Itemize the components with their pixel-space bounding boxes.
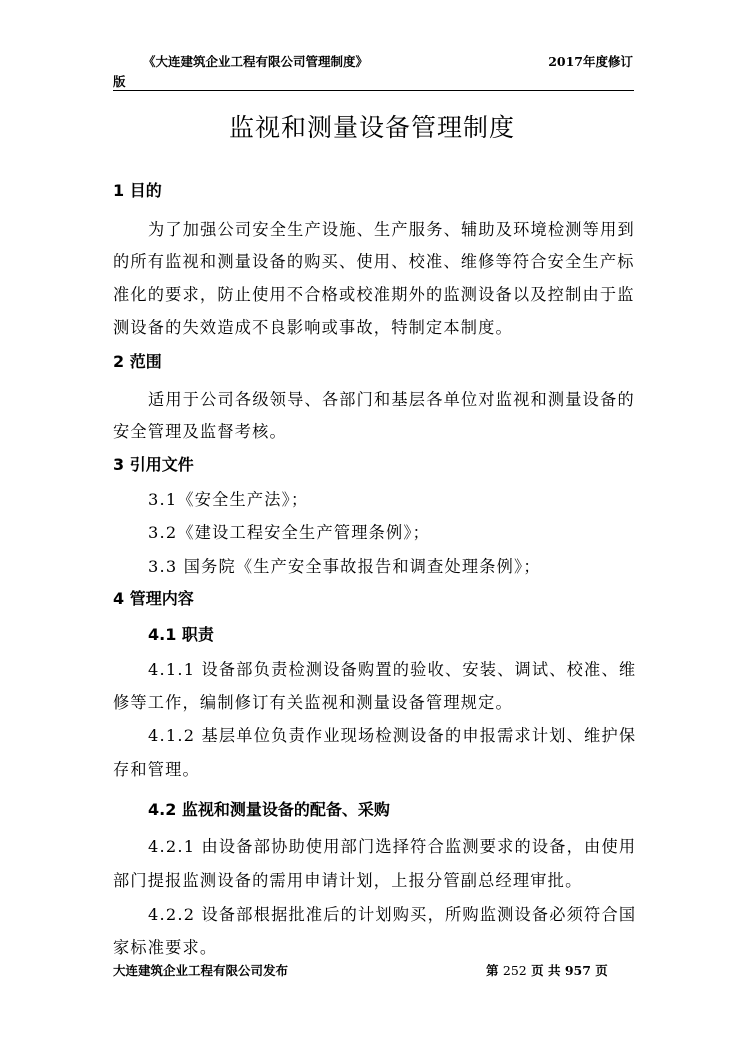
footer-page-number: 252 [502, 963, 527, 978]
paragraph-line: 的所有监视和测量设备的购买、使用、校准、维修等符合安全生产标 [113, 252, 635, 271]
paragraph-line: 4.2.1 由设备部协助使用部门选择符合监测要求的设备，由使用 [148, 837, 637, 856]
paragraph-line: 部门提报监测设备的需用申请计划，上报分管副总经理审批。 [113, 871, 583, 890]
section-heading-1: 1 目的 [113, 181, 162, 200]
header-revision-continuation: 版 [113, 74, 126, 89]
paragraph-line: 4.2.2 设备部根据批准后的计划购买，所购监测设备必须符合国 [148, 905, 637, 924]
section-heading-2: 2 范围 [113, 352, 162, 371]
footer-publisher: 大连建筑企业工程有限公司发布 [113, 963, 289, 978]
paragraph-line: 准化的要求，防止使用不合格或校准期外的监测设备以及控制由于监 [113, 285, 635, 304]
footer-page-prefix: 第 [486, 963, 499, 978]
paragraph-line: 家标准要求。 [113, 938, 218, 957]
paragraph-line: 为了加强公司安全生产设施、生产服务、辅助及环境检测等用到 [148, 220, 635, 239]
reference-item: 3.1《安全生产法》； [148, 490, 309, 509]
footer-page-mid: 页 共 [531, 963, 561, 978]
paragraph-line: 安全管理及监督考核。 [113, 422, 287, 441]
header-divider [113, 90, 634, 91]
paragraph-line: 适用于公司各级领导、各部门和基层各单位对监视和测量设备的 [148, 390, 635, 409]
section-heading-3: 3 引用文件 [113, 455, 194, 474]
paragraph-line: 4.1.1 设备部负责检测设备购置的验收、安装、调试、校准、维 [148, 660, 637, 679]
reference-item: 3.3 国务院《生产安全事故报告和调查处理条例》； [148, 557, 541, 576]
page-footer [113, 961, 634, 981]
paragraph-line: 4.1.2 基层单位负责作业现场检测设备的申报需求计划、维护保 [148, 726, 637, 745]
subsection-heading-4-2: 4.2 监视和测量设备的配备、采购 [148, 800, 390, 819]
paragraph-line: 存和管理。 [113, 760, 200, 779]
section-heading-4: 4 管理内容 [113, 589, 194, 608]
header-document-name: 《大连建筑企业工程有限公司管理制度》 [143, 54, 369, 69]
page-title: 监视和测量设备管理制度 [228, 113, 515, 142]
paragraph-line: 修等工作，编制修订有关监视和测量设备管理规定。 [113, 693, 513, 712]
footer-page-suffix: 页 [595, 963, 608, 978]
page-header [113, 52, 633, 92]
subsection-heading-4-1: 4.1 职责 [148, 625, 214, 644]
reference-item: 3.2《建设工程安全生产管理条例》； [148, 523, 431, 542]
paragraph-line: 测设备的失效造成不良影响或事故，特制定本制度。 [113, 318, 513, 337]
footer-page-info [486, 961, 608, 979]
footer-total-pages: 957 [564, 963, 591, 978]
header-revision: 2017年度修订 [548, 54, 633, 69]
